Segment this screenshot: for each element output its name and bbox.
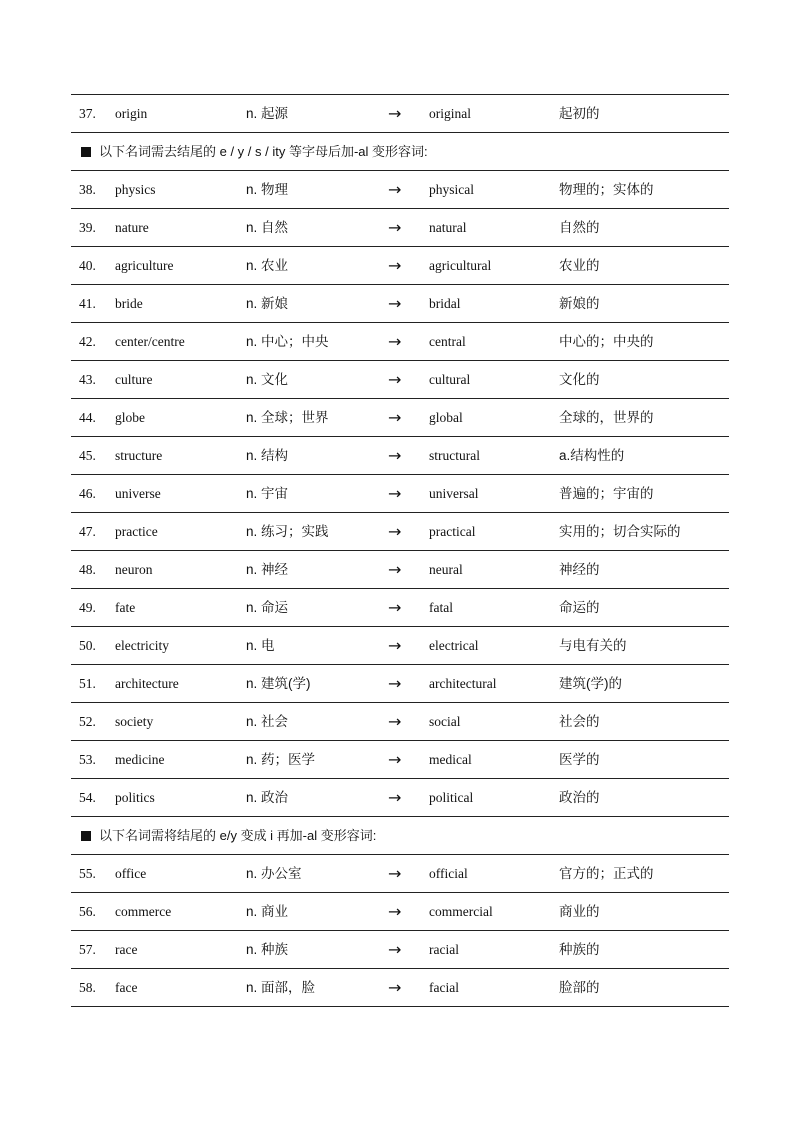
adjective-word: practical xyxy=(429,524,476,539)
noun-meaning: n. 药；医学 xyxy=(246,752,316,767)
arrow-icon: → xyxy=(388,598,402,617)
adjective-word: natural xyxy=(429,220,467,235)
adjective-meaning: 命运的 xyxy=(559,600,600,615)
arrow-icon: → xyxy=(388,218,402,237)
adjective-word: universal xyxy=(429,486,479,501)
table-row xyxy=(71,779,729,817)
arrow-icon: → xyxy=(388,332,402,351)
noun-word: office xyxy=(115,866,147,881)
noun-word: commerce xyxy=(115,904,172,919)
section-header-2 xyxy=(71,817,729,855)
noun-meaning: n. 文化 xyxy=(246,372,289,387)
entry-number: 49. xyxy=(79,600,96,615)
table-row xyxy=(71,893,729,931)
entry-number: 42. xyxy=(79,334,96,349)
noun-word: medicine xyxy=(115,752,165,767)
adjective-word: bridal xyxy=(429,296,461,311)
arrow-icon: → xyxy=(388,294,402,313)
entry-number: 38. xyxy=(79,182,96,197)
noun-word: architecture xyxy=(115,676,179,691)
adjective-word: physical xyxy=(429,182,474,197)
noun-meaning: n. 中心；中央 xyxy=(246,334,329,349)
adjective-word: global xyxy=(429,410,463,425)
adjective-meaning: 医学的 xyxy=(559,752,600,767)
noun-meaning: n. 面部，脸 xyxy=(246,980,316,995)
noun-meaning: n. 种族 xyxy=(246,942,289,957)
table-row xyxy=(71,285,729,323)
table-row xyxy=(71,551,729,589)
adjective-word: political xyxy=(429,790,474,805)
noun-meaning: n. 全球；世界 xyxy=(246,410,329,425)
noun-word: society xyxy=(115,714,154,729)
noun-word: nature xyxy=(115,220,149,235)
adjective-word: central xyxy=(429,334,466,349)
adjective-meaning: 政治的 xyxy=(559,790,600,805)
arrow-icon: → xyxy=(388,788,402,807)
noun-word: face xyxy=(115,980,138,995)
adjective-word: agricultural xyxy=(429,258,492,273)
arrow-icon: → xyxy=(388,978,402,997)
arrow-icon: → xyxy=(388,712,402,731)
arrow-icon: → xyxy=(388,560,402,579)
row-group-c xyxy=(71,855,729,1007)
adjective-word: architectural xyxy=(429,676,497,691)
entry-number: 55. xyxy=(79,866,96,881)
arrow-icon: → xyxy=(388,674,402,693)
adjective-meaning: 商业的 xyxy=(559,904,600,919)
adjective-meaning: 全球的，世界的 xyxy=(559,410,654,425)
table-row xyxy=(71,361,729,399)
table-row xyxy=(71,437,729,475)
noun-meaning: n. 农业 xyxy=(246,258,289,273)
adjective-meaning: 种族的 xyxy=(559,942,600,957)
adjective-word: medical xyxy=(429,752,472,767)
entry-number: 51. xyxy=(79,676,96,691)
noun-word: bride xyxy=(115,296,143,311)
noun-meaning: n. 起源 xyxy=(246,106,289,121)
adjective-word: facial xyxy=(429,980,459,995)
adjective-meaning: a.结构性的 xyxy=(559,448,625,463)
arrow-icon: → xyxy=(388,636,402,655)
row-group-b xyxy=(71,171,729,817)
arrow-icon: → xyxy=(388,484,402,503)
noun-meaning: n. 自然 xyxy=(246,220,289,235)
adjective-meaning: 起初的 xyxy=(559,106,600,121)
noun-word: center/centre xyxy=(115,334,185,349)
arrow-icon: → xyxy=(388,902,402,921)
noun-word: origin xyxy=(115,106,148,121)
entry-number: 57. xyxy=(79,942,96,957)
adjective-meaning: 农业的 xyxy=(559,258,600,273)
table-row xyxy=(71,95,729,133)
noun-meaning: n. 建筑(学) xyxy=(246,676,311,691)
vocabulary-table xyxy=(71,94,729,1007)
entry-number: 52. xyxy=(79,714,96,729)
adjective-meaning: 新娘的 xyxy=(559,296,600,311)
adjective-meaning: 中心的；中央的 xyxy=(559,334,654,349)
square-bullet-icon xyxy=(81,147,91,157)
table-row xyxy=(71,399,729,437)
noun-meaning: n. 办公室 xyxy=(246,866,302,881)
table-row xyxy=(71,931,729,969)
noun-meaning: n. 命运 xyxy=(246,600,289,615)
adjective-word: official xyxy=(429,866,468,881)
noun-word: structure xyxy=(115,448,163,463)
noun-word: agriculture xyxy=(115,258,174,273)
table-row xyxy=(71,323,729,361)
section-header-text xyxy=(81,817,376,854)
adjective-meaning: 社会的 xyxy=(559,714,600,729)
noun-meaning: n. 结构 xyxy=(246,448,289,463)
noun-word: culture xyxy=(115,372,153,387)
entry-number: 47. xyxy=(79,524,96,539)
entry-number: 40. xyxy=(79,258,96,273)
arrow-icon: → xyxy=(388,408,402,427)
arrow-icon: → xyxy=(388,940,402,959)
arrow-icon: → xyxy=(388,256,402,275)
arrow-icon: → xyxy=(388,750,402,769)
entry-number: 37. xyxy=(79,106,96,121)
adjective-word: social xyxy=(429,714,461,729)
arrow-icon: → xyxy=(388,370,402,389)
adjective-meaning: 官方的；正式的 xyxy=(559,866,654,881)
adjective-meaning: 物理的；实体的 xyxy=(559,182,654,197)
section-header-1 xyxy=(71,133,729,171)
adjective-word: structural xyxy=(429,448,480,463)
noun-meaning: n. 新娘 xyxy=(246,296,289,311)
table-row xyxy=(71,627,729,665)
arrow-icon: → xyxy=(388,864,402,883)
entry-number: 45. xyxy=(79,448,96,463)
entry-number: 43. xyxy=(79,372,96,387)
entry-number: 50. xyxy=(79,638,96,653)
entry-number: 48. xyxy=(79,562,96,577)
adjective-meaning: 实用的；切合实际的 xyxy=(559,524,681,539)
entry-number: 58. xyxy=(79,980,96,995)
section-header-label: 以下名词需去结尾的 e / y / s / ity 等字母后加-al 变形容词: xyxy=(99,144,428,159)
arrow-icon: → xyxy=(388,446,402,465)
section-header-label: 以下名词需将结尾的 e/y 变成 i 再加-al 变形容词: xyxy=(99,828,377,843)
adjective-word: original xyxy=(429,106,471,121)
noun-word: neuron xyxy=(115,562,153,577)
table-row xyxy=(71,209,729,247)
table-row xyxy=(71,171,729,209)
arrow-icon: → xyxy=(388,522,402,541)
adjective-word: racial xyxy=(429,942,459,957)
noun-meaning: n. 社会 xyxy=(246,714,289,729)
table-row xyxy=(71,513,729,551)
arrow-icon: → xyxy=(388,180,402,199)
noun-meaning: n. 练习；实践 xyxy=(246,524,329,539)
adjective-meaning: 文化的 xyxy=(559,372,600,387)
adjective-meaning: 神经的 xyxy=(559,562,600,577)
noun-meaning: n. 政治 xyxy=(246,790,289,805)
adjective-word: cultural xyxy=(429,372,471,387)
table-row xyxy=(71,589,729,627)
adjective-word: electrical xyxy=(429,638,479,653)
noun-meaning: n. 电 xyxy=(246,638,275,653)
adjective-meaning: 普遍的；宇宙的 xyxy=(559,486,654,501)
entry-number: 44. xyxy=(79,410,96,425)
table-row xyxy=(71,665,729,703)
table-row xyxy=(71,703,729,741)
noun-meaning: n. 商业 xyxy=(246,904,289,919)
adjective-word: commercial xyxy=(429,904,493,919)
section-header-text xyxy=(81,133,428,170)
table-row xyxy=(71,855,729,893)
noun-meaning: n. 神经 xyxy=(246,562,289,577)
noun-word: universe xyxy=(115,486,161,501)
noun-word: race xyxy=(115,942,138,957)
noun-word: politics xyxy=(115,790,155,805)
table-row xyxy=(71,475,729,513)
entry-number: 54. xyxy=(79,790,96,805)
adjective-word: fatal xyxy=(429,600,453,615)
table-row xyxy=(71,741,729,779)
entry-number: 53. xyxy=(79,752,96,767)
arrow-icon: → xyxy=(388,104,402,123)
entry-number: 39. xyxy=(79,220,96,235)
adjective-meaning: 建筑(学)的 xyxy=(559,676,622,691)
adjective-word: neural xyxy=(429,562,463,577)
noun-word: globe xyxy=(115,410,145,425)
table-row xyxy=(71,969,729,1007)
row-group-a xyxy=(71,95,729,133)
entry-number: 56. xyxy=(79,904,96,919)
table-row xyxy=(71,247,729,285)
noun-meaning: n. 宇宙 xyxy=(246,486,289,501)
noun-word: practice xyxy=(115,524,158,539)
adjective-meaning: 自然的 xyxy=(559,220,600,235)
noun-word: electricity xyxy=(115,638,169,653)
noun-word: fate xyxy=(115,600,136,615)
entry-number: 41. xyxy=(79,296,96,311)
adjective-meaning: 与电有关的 xyxy=(559,638,627,653)
entry-number: 46. xyxy=(79,486,96,501)
square-bullet-icon xyxy=(81,831,91,841)
adjective-meaning: 脸部的 xyxy=(559,980,600,995)
noun-meaning: n. 物理 xyxy=(246,182,289,197)
noun-word: physics xyxy=(115,182,156,197)
